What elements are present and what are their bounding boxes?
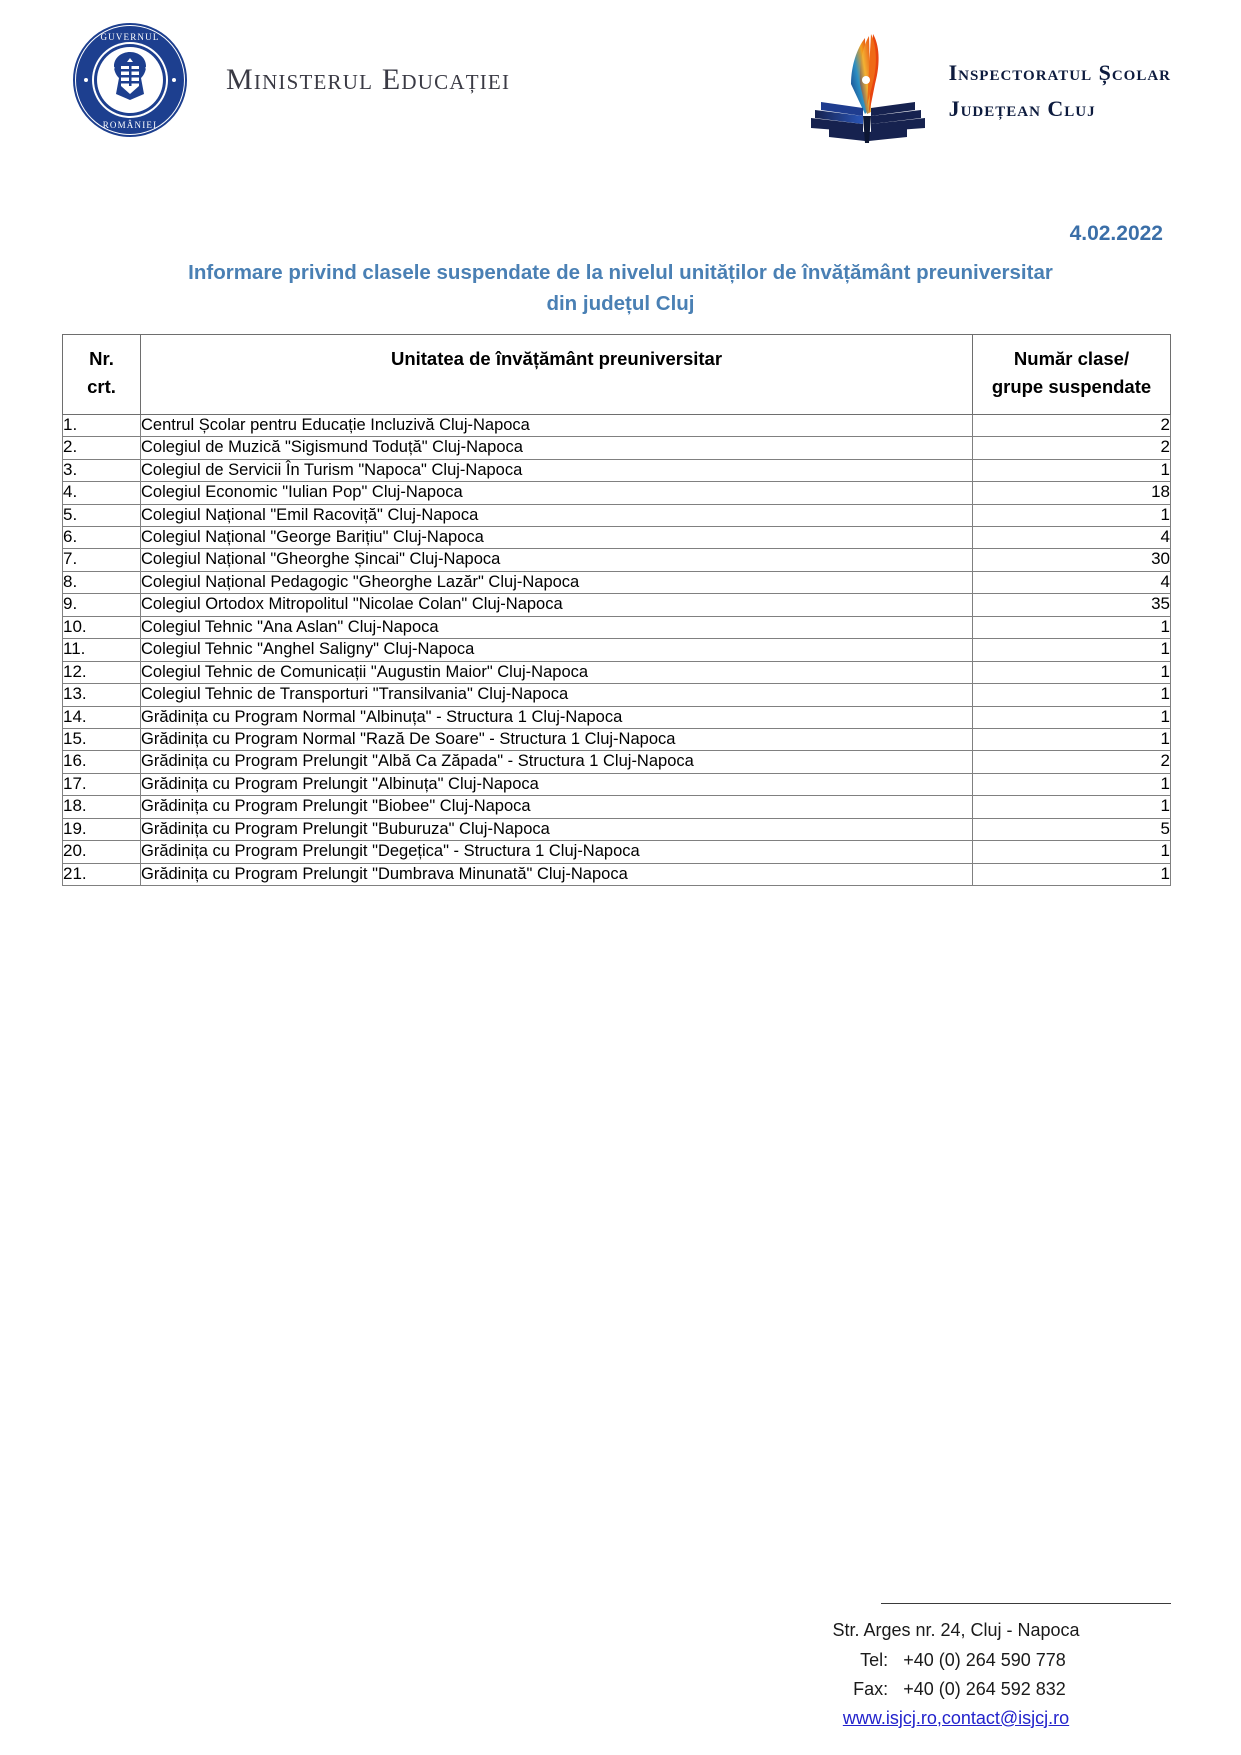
svg-text:ROMÂNIEI: ROMÂNIEI bbox=[102, 120, 158, 130]
cell-nr: 8. bbox=[63, 571, 141, 593]
cell-suspended-count: 1 bbox=[973, 706, 1171, 728]
cell-nr: 13. bbox=[63, 684, 141, 706]
cell-suspended-count: 18 bbox=[973, 482, 1171, 504]
cell-suspended-count: 1 bbox=[973, 796, 1171, 818]
table-row bbox=[63, 437, 1171, 459]
cell-unit-name: Colegiul Național Pedagogic "Gheorghe Lazăr" Cluj-Napoca bbox=[141, 571, 973, 593]
cell-unit-name: Colegiul de Muzică "Sigismund Toduță" Cluj-Napoca bbox=[141, 437, 973, 459]
table-row bbox=[63, 863, 1171, 885]
table-row bbox=[63, 751, 1171, 773]
cell-suspended-count: 30 bbox=[973, 549, 1171, 571]
cell-unit-name: Colegiul Tehnic de Comunicații "Augustin Maior" Cluj-Napoca bbox=[141, 661, 973, 683]
cell-suspended-count: 2 bbox=[973, 437, 1171, 459]
cell-nr: 7. bbox=[63, 549, 141, 571]
table-row bbox=[63, 796, 1171, 818]
page-title-line2: din județul Cluj bbox=[546, 291, 695, 315]
table-row bbox=[63, 684, 1171, 706]
cell-nr: 19. bbox=[63, 818, 141, 840]
cell-unit-name: Grădinița cu Program Prelungit "Albinuța" Cluj-Napoca bbox=[141, 773, 973, 795]
cell-suspended-count: 1 bbox=[973, 639, 1171, 661]
isj-name-line1: Inspectoratul Școlar bbox=[948, 59, 1171, 85]
cell-nr: 16. bbox=[63, 751, 141, 773]
document-date: 4.02.2022 bbox=[1069, 222, 1163, 245]
cell-suspended-count: 1 bbox=[973, 863, 1171, 885]
cell-suspended-count: 4 bbox=[973, 527, 1171, 549]
cell-unit-name: Grădinița cu Program Normal "Rază De Soare" - Structura 1 Cluj-Napoca bbox=[141, 728, 973, 750]
cell-nr: 9. bbox=[63, 594, 141, 616]
table-row bbox=[63, 706, 1171, 728]
government-seal-icon bbox=[72, 22, 188, 138]
table-row bbox=[63, 661, 1171, 683]
column-header-num-line1: Număr clase/ bbox=[1013, 347, 1130, 369]
cell-nr: 11. bbox=[63, 639, 141, 661]
ministry-branding bbox=[72, 22, 510, 138]
column-header-nr bbox=[63, 334, 141, 414]
table-row bbox=[63, 459, 1171, 481]
table-row bbox=[63, 818, 1171, 840]
footer-telephone-value: +40 (0) 264 590 778 bbox=[903, 1649, 1066, 1670]
cell-unit-name: Colegiul Național "George Barițiu" Cluj-Napoca bbox=[141, 527, 973, 549]
cell-nr: 18. bbox=[63, 796, 141, 818]
cell-suspended-count: 4 bbox=[973, 571, 1171, 593]
cell-unit-name: Colegiul Tehnic de Transporturi "Transilvania" Cluj-Napoca bbox=[141, 684, 973, 706]
cell-nr: 20. bbox=[63, 841, 141, 863]
column-header-unit: Unitatea de învățământ preuniversitar bbox=[141, 334, 973, 414]
footer-fax-label: Fax: bbox=[853, 1678, 889, 1699]
table-row bbox=[63, 414, 1171, 436]
table-row bbox=[63, 616, 1171, 638]
table-row bbox=[63, 594, 1171, 616]
svg-text:GUVERNUL: GUVERNUL bbox=[100, 32, 160, 42]
table-row bbox=[63, 639, 1171, 661]
table-head bbox=[63, 334, 1171, 414]
cell-nr: 4. bbox=[63, 482, 141, 504]
cell-unit-name: Grădinița cu Program Normal "Albinuța" - Structura 1 Cluj-Napoca bbox=[141, 706, 973, 728]
cell-unit-name: Grădinița cu Program Prelungit "Buburuza" Cluj-Napoca bbox=[141, 818, 973, 840]
isj-branding bbox=[803, 22, 1171, 153]
page-footer bbox=[741, 1603, 1171, 1733]
cell-suspended-count: 2 bbox=[973, 414, 1171, 436]
cell-unit-name: Colegiul Național "Gheorghe Șincai" Cluj-Napoca bbox=[141, 549, 973, 571]
cell-suspended-count: 1 bbox=[973, 684, 1171, 706]
cell-suspended-count: 1 bbox=[973, 459, 1171, 481]
cell-nr: 3. bbox=[63, 459, 141, 481]
table-row bbox=[63, 571, 1171, 593]
cell-nr: 1. bbox=[63, 414, 141, 436]
footer-telephone bbox=[741, 1646, 1171, 1675]
cell-unit-name: Colegiul de Servicii În Turism "Napoca" Cluj-Napoca bbox=[141, 459, 973, 481]
footer-divider bbox=[881, 1603, 1171, 1604]
cell-suspended-count: 1 bbox=[973, 661, 1171, 683]
footer-website-email-link[interactable]: www.isjcj.ro,contact@isjcj.ro bbox=[842, 1707, 1070, 1728]
table-header-row bbox=[63, 334, 1171, 414]
cell-unit-name: Colegiul Ortodox Mitropolitul "Nicolae Colan" Cluj-Napoca bbox=[141, 594, 973, 616]
cell-nr: 6. bbox=[63, 527, 141, 549]
suspended-classes-table-wrapper bbox=[0, 320, 1241, 887]
cell-nr: 15. bbox=[63, 728, 141, 750]
cell-nr: 17. bbox=[63, 773, 141, 795]
cell-suspended-count: 1 bbox=[973, 773, 1171, 795]
page-header bbox=[0, 0, 1241, 170]
cell-unit-name: Colegiul Național "Emil Racoviță" Cluj-Napoca bbox=[141, 504, 973, 526]
column-header-num-line2: grupe suspendate bbox=[991, 376, 1152, 398]
cell-suspended-count: 1 bbox=[973, 841, 1171, 863]
cell-unit-name: Colegiul Economic "Iulian Pop" Cluj-Napoca bbox=[141, 482, 973, 504]
cell-suspended-count: 1 bbox=[973, 728, 1171, 750]
footer-address: Str. Arges nr. 24, Cluj - Napoca bbox=[832, 1620, 1080, 1641]
cell-nr: 5. bbox=[63, 504, 141, 526]
cell-unit-name: Grădinița cu Program Prelungit "Dumbrava Minunată" Cluj-Napoca bbox=[141, 863, 973, 885]
footer-telephone-label: Tel: bbox=[860, 1649, 889, 1670]
table-row bbox=[63, 549, 1171, 571]
table-row bbox=[63, 773, 1171, 795]
suspended-classes-table bbox=[62, 334, 1171, 887]
cell-suspended-count: 5 bbox=[973, 818, 1171, 840]
cell-suspended-count: 2 bbox=[973, 751, 1171, 773]
cell-unit-name: Grădinița cu Program Prelungit "Biobee" Cluj-Napoca bbox=[141, 796, 973, 818]
isj-book-pen-icon bbox=[803, 28, 933, 153]
table-row bbox=[63, 841, 1171, 863]
column-header-nr-line2: crt. bbox=[87, 376, 116, 398]
table-body bbox=[63, 414, 1171, 885]
table-row bbox=[63, 728, 1171, 750]
isj-name-line2: Județean Cluj bbox=[948, 95, 1096, 121]
page-title bbox=[0, 246, 1241, 320]
column-header-num bbox=[973, 334, 1171, 414]
cell-unit-name: Grădinița cu Program Prelungit "Degețica" - Structura 1 Cluj-Napoca bbox=[141, 841, 973, 863]
cell-nr: 12. bbox=[63, 661, 141, 683]
footer-fax bbox=[741, 1675, 1171, 1704]
cell-unit-name: Grădinița cu Program Prelungit "Albă Ca Zăpada" - Structura 1 Cluj-Napoca bbox=[141, 751, 973, 773]
table-row bbox=[63, 482, 1171, 504]
cell-suspended-count: 35 bbox=[973, 594, 1171, 616]
cell-nr: 14. bbox=[63, 706, 141, 728]
cell-nr: 10. bbox=[63, 616, 141, 638]
page-title-line1: Informare privind clasele suspendate de la nivelul unităților de învățământ preuniversitar bbox=[188, 261, 1053, 284]
footer-fax-value: +40 (0) 264 592 832 bbox=[903, 1678, 1066, 1699]
table-row bbox=[63, 504, 1171, 526]
isj-name-label bbox=[949, 60, 1171, 122]
cell-suspended-count: 1 bbox=[973, 504, 1171, 526]
cell-nr: 21. bbox=[63, 863, 141, 885]
ministry-name-label: Ministerul Educației bbox=[226, 63, 511, 96]
cell-unit-name: Colegiul Tehnic "Anghel Saligny" Cluj-Napoca bbox=[141, 639, 973, 661]
cell-unit-name: Centrul Școlar pentru Educație Incluzivă Cluj-Napoca bbox=[141, 414, 973, 436]
cell-suspended-count: 1 bbox=[973, 616, 1171, 638]
cell-nr: 2. bbox=[63, 437, 141, 459]
column-header-nr-line1: Nr. bbox=[89, 347, 114, 369]
table-row bbox=[63, 527, 1171, 549]
cell-unit-name: Colegiul Tehnic "Ana Aslan" Cluj-Napoca bbox=[141, 616, 973, 638]
